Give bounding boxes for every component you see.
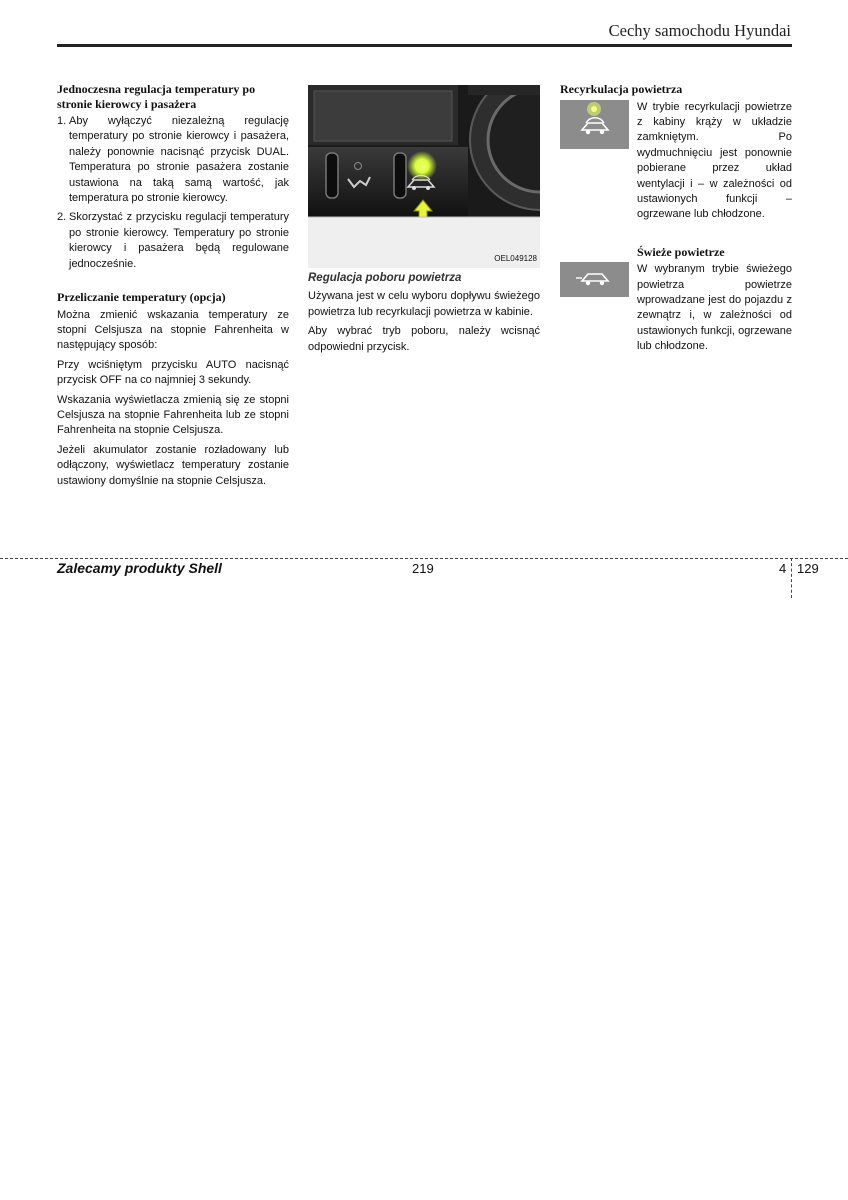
footer-rule	[0, 558, 848, 559]
footer-section-number: 4	[779, 561, 787, 576]
list-number: 2.	[57, 211, 67, 224]
control-panel-photo	[308, 85, 540, 268]
running-header: Cechy samochodu Hyundai	[608, 21, 791, 40]
paragraph: Można zmienić wskazania temperatury ze stopni Celsjusza na stopnie Fahrenheita w następujący sposób:	[57, 308, 289, 352]
control-panel-illustration	[308, 85, 540, 268]
list-item	[57, 210, 289, 272]
fresh-air-block	[560, 262, 792, 358]
list-number: 1.	[57, 115, 67, 127]
paragraph: Używana jest w celu wyboru dopływu świeżego powietrza lub recyrkulacji powietrza w kabinie.	[308, 290, 540, 318]
paragraph: Wskazania wyświetlacza zmienią się ze stopni Celsjusza na stopnie Fahrenheita lub ze stopni Fahrenheita na stopnie Celsjusza.	[57, 393, 289, 437]
paragraph: Przy wciśniętym przycisku AUTO nacisnąć przycisk OFF na co najmniej 3 sekundy.	[57, 358, 289, 387]
paragraph: Aby wybrać tryb poboru, należy wcisnąć odpowiedni przycisk.	[308, 325, 540, 353]
fresh-air-mode-icon	[560, 262, 629, 297]
footer-left-text: Zalecamy produkty Shell	[57, 560, 222, 576]
section-heading-fresh-air: Świeże powietrze	[637, 244, 725, 259]
section-heading-dual: Jednoczesna regulacja temperatury po stronie kierowcy i pasażera	[57, 82, 256, 111]
footer-center-number: 219	[412, 561, 434, 576]
list-item	[57, 114, 289, 206]
figure-caption: Regulacja poboru powietrza	[308, 272, 462, 284]
list-text: Skorzystać z przycisku regulacji temperatury po stronie kierowcy. Temperatury po stronie kierowcy i pasażera będą regulowane jednocześnie.	[69, 211, 289, 270]
instruction-list	[57, 114, 289, 272]
photo-code: OEL049128	[494, 253, 537, 263]
footer-page-number: 129	[797, 561, 819, 576]
recirculation-mode-icon	[560, 100, 629, 149]
paragraph: Jeżeli akumulator zostanie rozładowany lub odłączony, wyświetlacz temperatury zostanie ustawiony domyślnie na stopnie Celsjusza.	[57, 443, 289, 487]
recirculation-block	[560, 100, 792, 227]
column-right	[560, 82, 792, 359]
recirculation-description: W trybie recyrkulacji powietrze z kabiny krąży w układzie zamkniętym. Po wydmuchnięciu jest ponownie pobierane przez układ wentylacji i – w zależności od ustawionych funkcji – ogrzewane lub chłodzone.	[637, 100, 792, 221]
header-rule	[57, 44, 792, 47]
column-left	[57, 82, 289, 493]
section-heading-recirculation: Recyrkulacja powietrza	[560, 82, 683, 96]
column-middle	[308, 85, 540, 359]
fresh-air-description: W wybranym trybie świeżego powietrza powietrze wprowadzane jest do pojazdu z zewnątrz i, w zależności od ustawionych funkcji, ogrzewane lub chłodzone.	[637, 263, 792, 353]
footer-divider	[791, 558, 792, 598]
list-text: Aby wyłączyć niezależną regulację temperatury po stronie kierowcy i pasażera, należy ponownie nacisnąć przycisk DUAL. Temperatura po stronie pasażera zostanie ustawiona na taką samą wartość, jak temperatura po stronie kierowcy.	[69, 115, 289, 205]
section-heading-temperature-conversion: Przeliczanie temperatury (opcja)	[57, 290, 226, 305]
